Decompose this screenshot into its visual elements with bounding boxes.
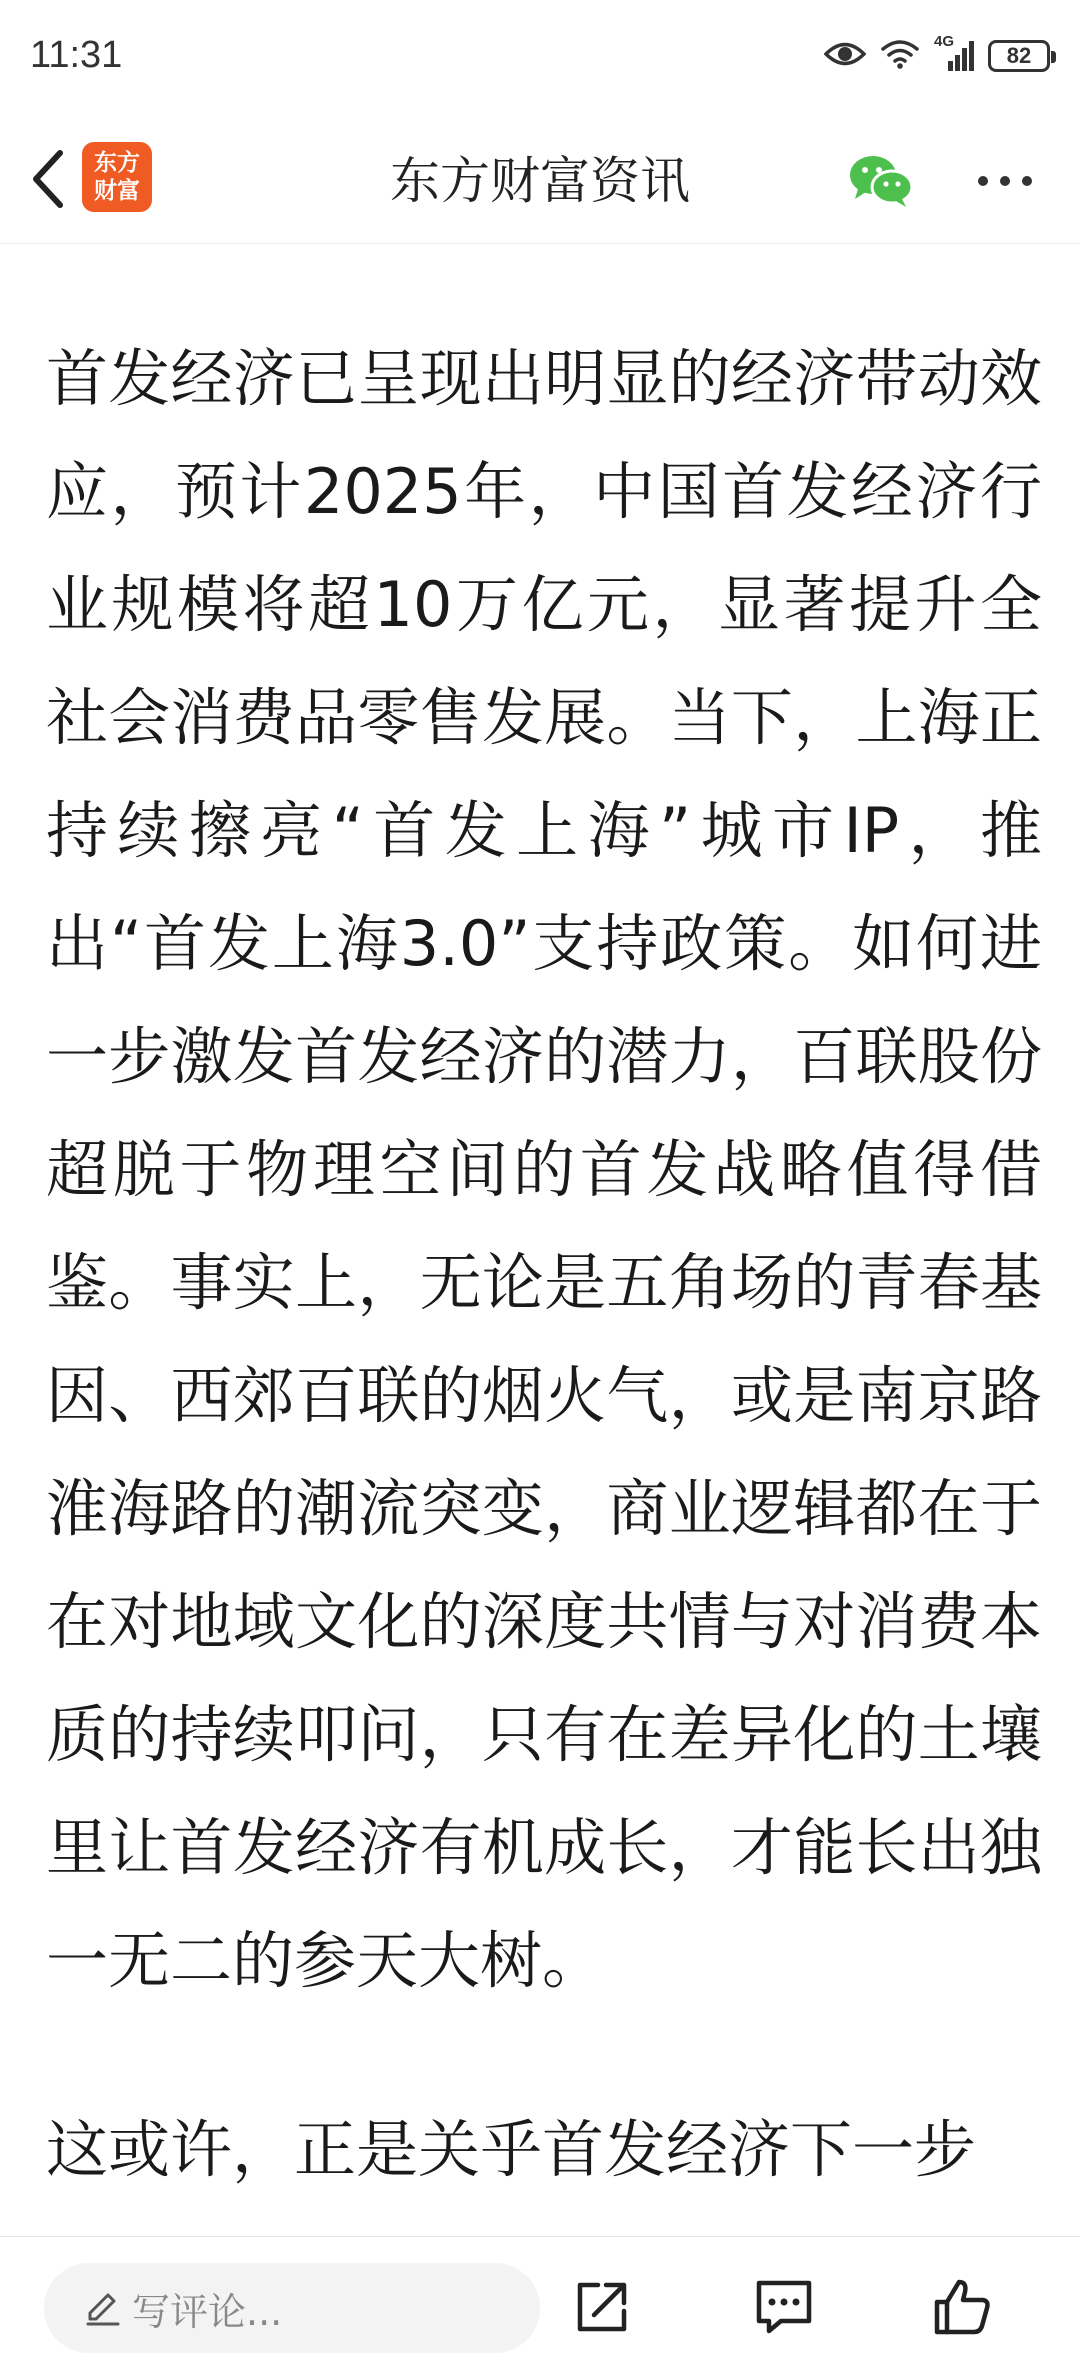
chevron-left-icon — [28, 149, 68, 209]
thumbs-up-icon — [931, 2276, 993, 2338]
more-dots-icon — [977, 174, 1033, 188]
comment-input[interactable] — [44, 2263, 540, 2353]
app-logo-line2: 财富 — [94, 177, 140, 204]
article-paragraph: 这或许，正是关乎首发经济下一步 — [46, 2113, 977, 2186]
app-logo-line1: 东方 — [94, 149, 140, 176]
status-icons — [824, 34, 1050, 78]
more-options-button[interactable] — [970, 146, 1040, 216]
nav-bar — [0, 118, 1080, 244]
network-type-label: 4G — [934, 33, 955, 50]
comment-bubble-icon — [753, 2277, 815, 2337]
like-button[interactable] — [922, 2267, 1002, 2347]
article-body — [46, 322, 1042, 2242]
app-logo[interactable] — [82, 142, 152, 212]
article-paragraph: 首发经济已呈现出明显的经济带动效应，预计2025年，中国首发经济行业规模将超10万亿元，显著提升全社会消费品零售发展。当下，上海正持续擦亮“首发上海”城市IP，推出“首发上海3.0”支持政策。如何进一步激发首发经济的潜力，百联股份超脱于物理空间的首发战略值得借鉴。事实上，无论是五角场的青春基因、西郊百联的烟火气，或是南京路淮海路的潮流突变，商业逻辑都在于在对地域文化的深度共情与对消费本质的持续叩问，只有在差异化的土壤里让首发经济有机成长，才能长出独一无二的参天大树。 — [46, 342, 1042, 1997]
page-title: 东方财富资讯 — [390, 152, 690, 210]
share-button[interactable] — [562, 2267, 642, 2347]
bottom-action-bar — [0, 2236, 1080, 2376]
back-button[interactable] — [20, 144, 76, 214]
wifi-icon — [880, 38, 920, 74]
pencil-icon — [84, 2289, 122, 2327]
eye-icon — [824, 39, 866, 73]
wechat-share-button[interactable] — [846, 146, 916, 216]
comment-placeholder: 写评论... — [132, 2289, 283, 2334]
status-time: 11:31 — [30, 34, 123, 76]
share-icon — [572, 2277, 632, 2337]
cellular-signal-icon — [934, 33, 974, 73]
wechat-icon — [848, 153, 914, 209]
status-bar — [0, 0, 1080, 118]
comments-button[interactable] — [744, 2267, 824, 2347]
battery-indicator: 82 — [988, 40, 1050, 72]
